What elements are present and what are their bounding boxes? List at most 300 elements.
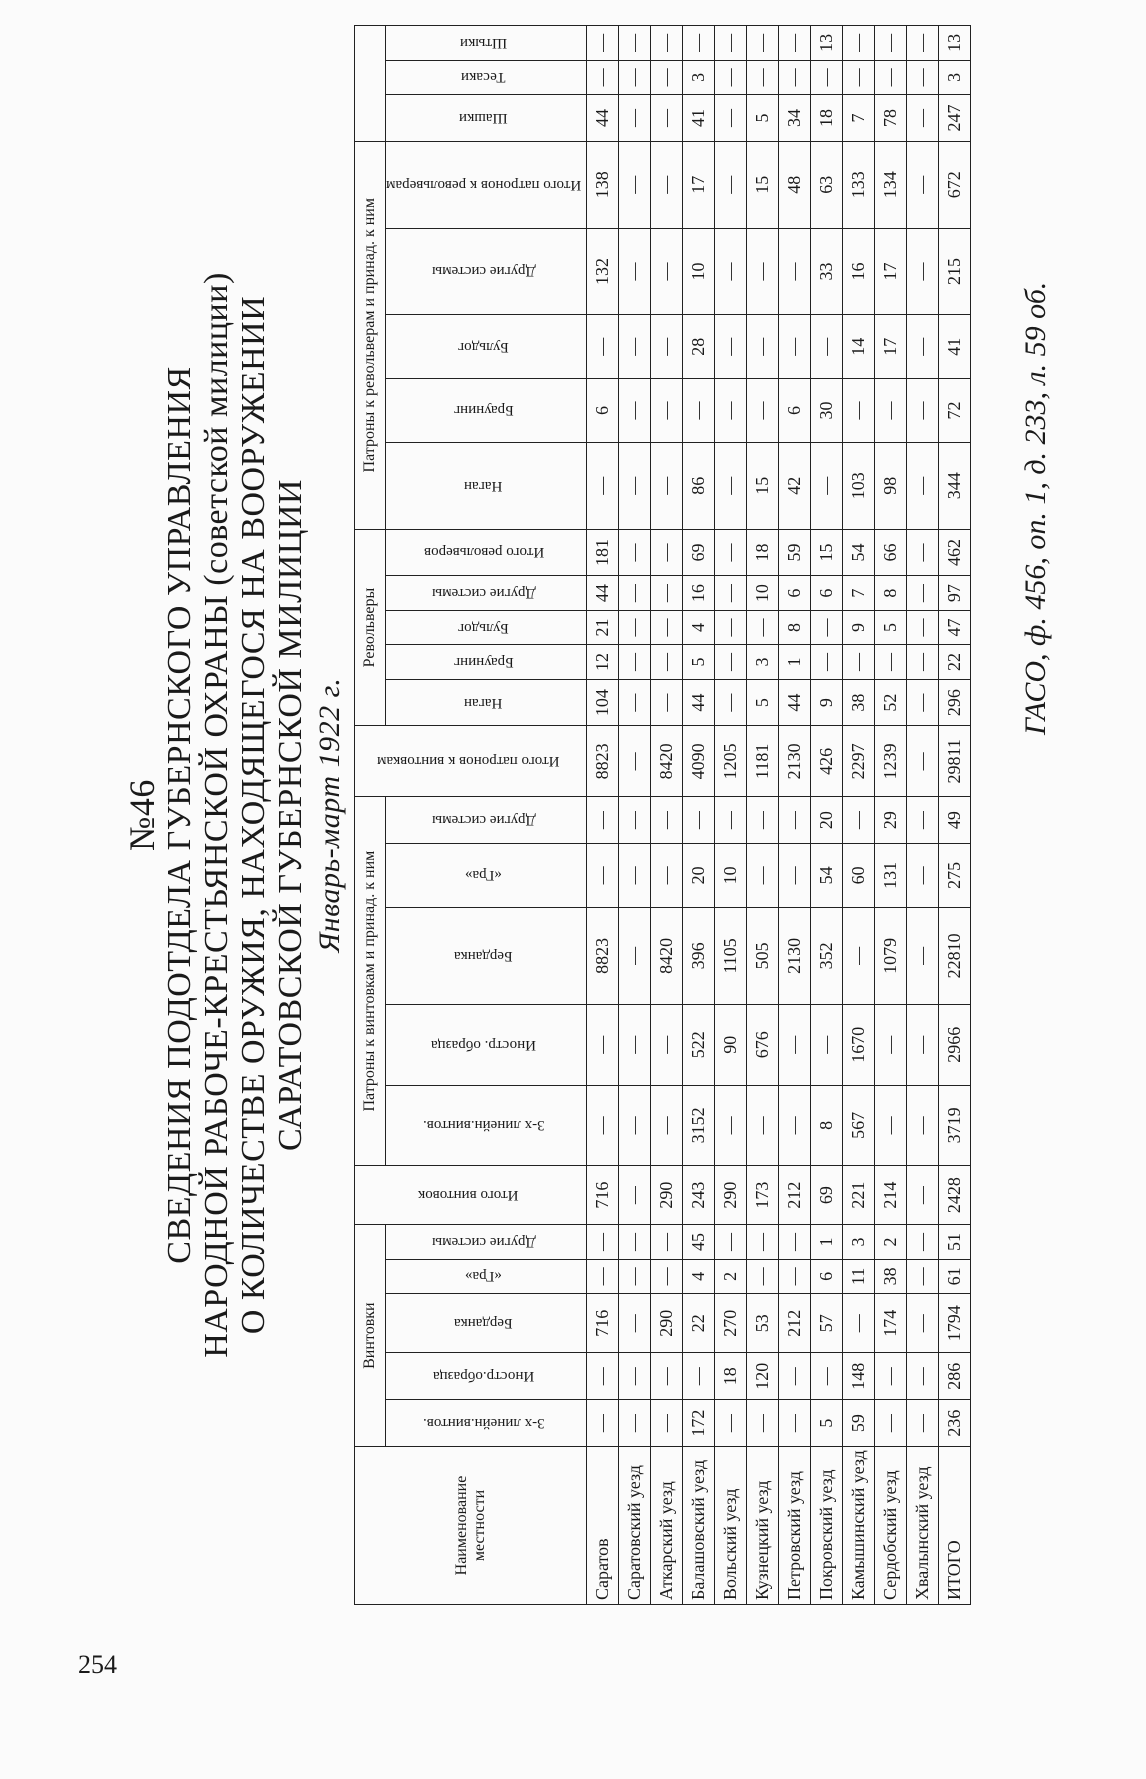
name-header: Наименование местности (355, 1447, 587, 1605)
table-cell: — (907, 797, 939, 844)
table-cell: — (843, 379, 875, 443)
table-cell: — (619, 610, 651, 644)
table-cell: 172 (683, 1400, 715, 1447)
table-cell: 567 (843, 1085, 875, 1166)
table-cell: 34 (779, 95, 811, 142)
table-cell: — (619, 228, 651, 315)
table-cell: 98 (875, 442, 907, 529)
table-cell: 11 (843, 1259, 875, 1293)
table-cell: — (907, 726, 939, 797)
table-cell: — (619, 315, 651, 379)
page-number: 254 (78, 1650, 117, 1679)
table-cell: — (651, 610, 683, 644)
table-cell: 275 (939, 844, 971, 908)
col-header: Тесаки (386, 60, 587, 94)
table-cell: — (811, 315, 843, 379)
table-cell: 1 (811, 1225, 843, 1259)
table-cell: — (619, 576, 651, 610)
weapons-table (354, 25, 971, 1605)
col-header: Другие системы (386, 797, 587, 844)
table-cell: 9 (811, 679, 843, 726)
table-cell: 97 (939, 576, 971, 610)
table-cell: — (619, 529, 651, 576)
table-cell: 18 (715, 1353, 747, 1400)
table-cell: — (715, 645, 747, 679)
table-cell: 2428 (939, 1166, 971, 1225)
table-cell: — (875, 379, 907, 443)
table-cell: — (875, 60, 907, 94)
table-cell: — (715, 95, 747, 142)
table-cell: — (843, 1294, 875, 1353)
table-cell: 716 (587, 1166, 619, 1225)
table-cell: 44 (779, 679, 811, 726)
table-cell: — (619, 1085, 651, 1166)
table-cell: 290 (715, 1166, 747, 1225)
table-cell: — (587, 1259, 619, 1293)
table-cell: — (619, 679, 651, 726)
table-cell: — (587, 1353, 619, 1400)
table-cell: — (843, 26, 875, 61)
table-cell: 286 (939, 1353, 971, 1400)
col-header: Итого револьверов (386, 529, 587, 576)
table-cell: 8420 (651, 907, 683, 1004)
table-row (715, 26, 747, 1605)
table-cell: 44 (683, 679, 715, 726)
table-cell: — (651, 442, 683, 529)
table-cell: 2130 (779, 907, 811, 1004)
table-cell: 2130 (779, 726, 811, 797)
table-cell: 396 (683, 907, 715, 1004)
table-cell: — (619, 1294, 651, 1353)
table-cell: 8823 (587, 726, 619, 797)
table-cell: 48 (779, 141, 811, 228)
col-header: Берданка (386, 1294, 587, 1353)
table-cell: — (779, 1225, 811, 1259)
table-cell: 134 (875, 141, 907, 228)
table-cell: — (715, 797, 747, 844)
table-cell: — (779, 1005, 811, 1086)
table-cell: — (715, 1085, 747, 1166)
table-cell: 90 (715, 1005, 747, 1086)
table-cell: 18 (811, 95, 843, 142)
table-cell: 212 (779, 1166, 811, 1225)
table-cell: 672 (939, 141, 971, 228)
table-cell: — (907, 315, 939, 379)
table-cell: — (907, 26, 939, 61)
table-cell: 247 (939, 95, 971, 142)
table-cell: 290 (651, 1294, 683, 1353)
table-cell: — (907, 1294, 939, 1353)
table-cell: — (747, 1259, 779, 1293)
table-cell: 41 (939, 315, 971, 379)
table-row (651, 26, 683, 1605)
table-cell: — (875, 1005, 907, 1086)
col-header: Итого патронов к револьверам (386, 141, 587, 228)
table-cell: 426 (811, 726, 843, 797)
row-location-name: Балашовский уезд (683, 1447, 715, 1605)
table-cell: 173 (747, 1166, 779, 1225)
table-cell: 72 (939, 379, 971, 443)
table-cell: 22 (683, 1294, 715, 1353)
table-cell: 352 (811, 907, 843, 1004)
table-cell: — (779, 26, 811, 61)
table-row (587, 26, 619, 1605)
table-cell: — (715, 141, 747, 228)
table-cell: 7 (843, 576, 875, 610)
table-cell: 61 (939, 1259, 971, 1293)
table-cell: 66 (875, 529, 907, 576)
table-cell: — (715, 228, 747, 315)
table-row (811, 26, 843, 1605)
col-header: Другие системы (386, 576, 587, 610)
table-cell: — (907, 1259, 939, 1293)
table-cell: — (715, 1400, 747, 1447)
table-row (843, 26, 875, 1605)
table-cell: 5 (747, 95, 779, 142)
table-cell: — (779, 60, 811, 94)
table-cell: 8 (779, 610, 811, 644)
table-cell: — (779, 228, 811, 315)
table-cell: — (587, 1005, 619, 1086)
table-cell: 5 (747, 679, 779, 726)
table-cell: — (811, 1353, 843, 1400)
table-cell: 22810 (939, 907, 971, 1004)
table-cell: — (907, 610, 939, 644)
title-line-2: НАРОДНОЙ РАБОЧЕ-КРЕСТЬЯНСКОЙ ОХРАНЫ (советской милиции) (198, 272, 235, 1358)
table-row (683, 26, 715, 1605)
table-cell: — (619, 60, 651, 94)
table-cell: 10 (747, 576, 779, 610)
table-cell: 4 (683, 610, 715, 644)
table-cell: 29 (875, 797, 907, 844)
table-cell: — (619, 442, 651, 529)
table-cell: 42 (779, 442, 811, 529)
table-cell: — (651, 1259, 683, 1293)
table-cell: 51 (939, 1225, 971, 1259)
table-cell: — (619, 907, 651, 1004)
table-cell: — (651, 844, 683, 908)
table-cell: — (779, 844, 811, 908)
table-cell: — (843, 645, 875, 679)
col-header: Другие системы (386, 228, 587, 315)
table-row (875, 26, 907, 1605)
table-cell: — (779, 315, 811, 379)
table-cell: — (651, 379, 683, 443)
table-cell: — (587, 797, 619, 844)
table-cell: 8823 (587, 907, 619, 1004)
row-location-name: Камышинский уезд (843, 1447, 875, 1605)
table-cell: 21 (587, 610, 619, 644)
title-line-3: О КОЛИЧЕСТВЕ ОРУЖИЯ, НАХОДЯЩЕГОСЯ НА ВООРУЖЕНИИ (235, 295, 272, 1335)
table-cell: 17 (875, 228, 907, 315)
table-cell: — (907, 95, 939, 142)
table-cell: — (747, 1400, 779, 1447)
table-cell: 3719 (939, 1085, 971, 1166)
table-cell: 20 (811, 797, 843, 844)
table-cell: 5 (875, 610, 907, 644)
col-header: Иностр. образца (386, 1005, 587, 1086)
table-cell: 104 (587, 679, 619, 726)
table-cell: — (779, 1085, 811, 1166)
table-cell: — (651, 797, 683, 844)
table-cell: 38 (843, 679, 875, 726)
table-cell: 4 (683, 1259, 715, 1293)
table-cell: — (651, 529, 683, 576)
table-cell: — (747, 797, 779, 844)
table-cell: 2966 (939, 1005, 971, 1086)
col-header: Наган (386, 679, 587, 726)
table-cell: 10 (715, 844, 747, 908)
col-header: Браунинг (386, 379, 587, 443)
col-header: Штыки (386, 26, 587, 61)
table-cell: 1670 (843, 1005, 875, 1086)
table-cell: — (651, 228, 683, 315)
table-cell: — (747, 844, 779, 908)
table-cell: — (715, 529, 747, 576)
table-cell: 17 (683, 141, 715, 228)
table-cell: — (907, 1166, 939, 1225)
table-cell: — (619, 1166, 651, 1225)
table-cell: — (619, 141, 651, 228)
row-location-name: Покровский уезд (811, 1447, 843, 1605)
table-cell: — (907, 907, 939, 1004)
group-header-row (355, 26, 386, 1605)
table-cell: — (651, 60, 683, 94)
table-cell: — (747, 26, 779, 61)
table-cell: 1205 (715, 726, 747, 797)
table-cell: — (683, 1353, 715, 1400)
table-cell: — (619, 1005, 651, 1086)
title-line-4: САРАТОВСКОЙ ГУБЕРНСКОЙ МИЛИЦИИ (272, 479, 309, 1151)
table-cell: 1794 (939, 1294, 971, 1353)
table-cell: 15 (747, 141, 779, 228)
table-cell: — (587, 1085, 619, 1166)
table-cell: 2297 (843, 726, 875, 797)
table-cell: 103 (843, 442, 875, 529)
table-cell: — (747, 315, 779, 379)
table-cell: — (715, 60, 747, 94)
table-cell: — (907, 228, 939, 315)
table-cell: 8 (811, 1085, 843, 1166)
group-header-rifle-cartridges: Патроны к винтовкам и принад. к ним (355, 797, 386, 1166)
table-cell: — (587, 60, 619, 94)
document-period: Январь-март 1922 г. (313, 677, 346, 953)
rotated-content (84, 25, 1104, 1605)
table-cell: 47 (939, 610, 971, 644)
table-cell: — (907, 141, 939, 228)
table-cell: — (619, 1259, 651, 1293)
table-cell: 5 (811, 1400, 843, 1447)
table-cell: — (811, 610, 843, 644)
table-cell: 2 (715, 1259, 747, 1293)
table-cell: — (651, 141, 683, 228)
table-cell: — (875, 1085, 907, 1166)
table-cell: — (619, 645, 651, 679)
table-row (907, 26, 939, 1605)
table-cell: — (811, 645, 843, 679)
table-row (779, 26, 811, 1605)
table-cell: — (747, 1085, 779, 1166)
table-cell: — (715, 379, 747, 443)
table-cell: 1 (779, 645, 811, 679)
table-cell: 13 (939, 26, 971, 61)
column-header-row (386, 26, 587, 1605)
table-cell: 221 (843, 1166, 875, 1225)
table-cell: — (843, 907, 875, 1004)
table-cell: — (587, 844, 619, 908)
table-cell: 3 (939, 60, 971, 94)
table-cell: — (907, 1225, 939, 1259)
table-cell: — (875, 26, 907, 61)
table-cell: 3 (843, 1225, 875, 1259)
table-cell: — (747, 60, 779, 94)
table-cell: 14 (843, 315, 875, 379)
table-cell: 63 (811, 141, 843, 228)
table-cell: 243 (683, 1166, 715, 1225)
table-cell: 12 (587, 645, 619, 679)
col-header: Иностр.образца (386, 1353, 587, 1400)
table-cell: — (907, 1353, 939, 1400)
table-cell: — (907, 844, 939, 908)
group-header-revolver-cartridges: Патроны к револьверам и принад. к ним (355, 141, 386, 529)
table-cell: 462 (939, 529, 971, 576)
row-location-name: Петровский уезд (779, 1447, 811, 1605)
table-cell: — (907, 529, 939, 576)
row-location-name: Вольский уезд (715, 1447, 747, 1605)
table-cell: — (907, 576, 939, 610)
table-cell: — (811, 442, 843, 529)
table-cell: — (747, 379, 779, 443)
table-cell: 296 (939, 679, 971, 726)
table-cell: — (811, 60, 843, 94)
row-location-name: Сердобский уезд (875, 1447, 907, 1605)
table-cell: — (715, 315, 747, 379)
table-cell: — (651, 1085, 683, 1166)
table-cell: — (619, 1353, 651, 1400)
table-cell: — (875, 645, 907, 679)
table-cell: — (651, 1225, 683, 1259)
group-header-revolvers: Револьверы (355, 529, 386, 726)
table-cell: 60 (843, 844, 875, 908)
table-cell: 52 (875, 679, 907, 726)
row-location-name: Кузнецкий уезд (747, 1447, 779, 1605)
table-cell: — (779, 1353, 811, 1400)
table-cell: — (907, 1005, 939, 1086)
table-cell: — (651, 1005, 683, 1086)
table-cell: — (619, 844, 651, 908)
col-header: Берданка (386, 907, 587, 1004)
table-cell: 8 (875, 576, 907, 610)
table-cell: 174 (875, 1294, 907, 1353)
table-cell: — (779, 1400, 811, 1447)
table-cell: 18 (747, 529, 779, 576)
table-cell: 1181 (747, 726, 779, 797)
table-cell: 6 (587, 379, 619, 443)
table-cell: 15 (811, 529, 843, 576)
table-cell: 1239 (875, 726, 907, 797)
row-location-name: Саратовский уезд (619, 1447, 651, 1605)
table-cell: 86 (683, 442, 715, 529)
table-cell: 44 (587, 576, 619, 610)
table-cell: — (619, 1400, 651, 1447)
table-cell: 8420 (651, 726, 683, 797)
table-cell: 13 (811, 26, 843, 61)
table-cell: — (619, 379, 651, 443)
row-location-name: Аткарский уезд (651, 1447, 683, 1605)
table-cell: 3 (747, 645, 779, 679)
table-cell: 69 (811, 1166, 843, 1225)
table-cell: — (619, 726, 651, 797)
table-cell: — (715, 26, 747, 61)
table-cell: 6 (811, 1259, 843, 1293)
table-cell: 78 (875, 95, 907, 142)
table-cell: — (907, 679, 939, 726)
table-cell: 215 (939, 228, 971, 315)
table-cell: 28 (683, 315, 715, 379)
table-cell: — (907, 379, 939, 443)
table-cell: 54 (811, 844, 843, 908)
table-cell: — (907, 60, 939, 94)
table-cell: — (747, 228, 779, 315)
table-cell: 676 (747, 1005, 779, 1086)
table-cell: 44 (587, 95, 619, 142)
col-header-total-rifle-cartridges: Итого патронов к винтовкам (355, 726, 587, 797)
table-cell: — (747, 1225, 779, 1259)
table-cell: — (683, 379, 715, 443)
table-cell: — (715, 679, 747, 726)
table-cell: 212 (779, 1294, 811, 1353)
table-cell: 716 (587, 1294, 619, 1353)
table-cell: 214 (875, 1166, 907, 1225)
archive-source: ГАСО, ф. 456, оп. 1, д. 233, л. 59 об. (1019, 281, 1052, 735)
row-location-name: ИТОГО (939, 1447, 971, 1605)
table-cell: 38 (875, 1259, 907, 1293)
table-cell: 7 (843, 95, 875, 142)
table-cell: 4090 (683, 726, 715, 797)
table-cell: — (779, 797, 811, 844)
table-cell: — (811, 1005, 843, 1086)
table-cell: — (587, 1225, 619, 1259)
table-cell: — (843, 60, 875, 94)
col-header-total-rifles: Итого винтовок (355, 1166, 587, 1225)
table-cell: 138 (587, 141, 619, 228)
table-cell: 1105 (715, 907, 747, 1004)
table-cell: 33 (811, 228, 843, 315)
col-header: «Гра» (386, 1259, 587, 1293)
table-cell: 344 (939, 442, 971, 529)
col-header: Наган (386, 442, 587, 529)
table-cell: — (779, 1259, 811, 1293)
group-header-blades (355, 26, 386, 142)
row-location-name: Саратов (587, 1447, 619, 1605)
table-cell: 59 (779, 529, 811, 576)
table-cell: 270 (715, 1294, 747, 1353)
table-cell: 53 (747, 1294, 779, 1353)
table-cell: — (907, 1085, 939, 1166)
group-header-rifles: Винтовки (355, 1225, 386, 1447)
table-cell: — (715, 610, 747, 644)
table-cell: — (715, 442, 747, 529)
col-header: Шашки (386, 95, 587, 142)
table-cell: — (875, 1400, 907, 1447)
table-row (939, 26, 971, 1605)
table-cell: — (907, 1400, 939, 1447)
table-cell: 6 (779, 576, 811, 610)
table-cell: 15 (747, 442, 779, 529)
table-cell: 45 (683, 1225, 715, 1259)
table-cell: — (651, 26, 683, 61)
table-cell: 59 (843, 1400, 875, 1447)
